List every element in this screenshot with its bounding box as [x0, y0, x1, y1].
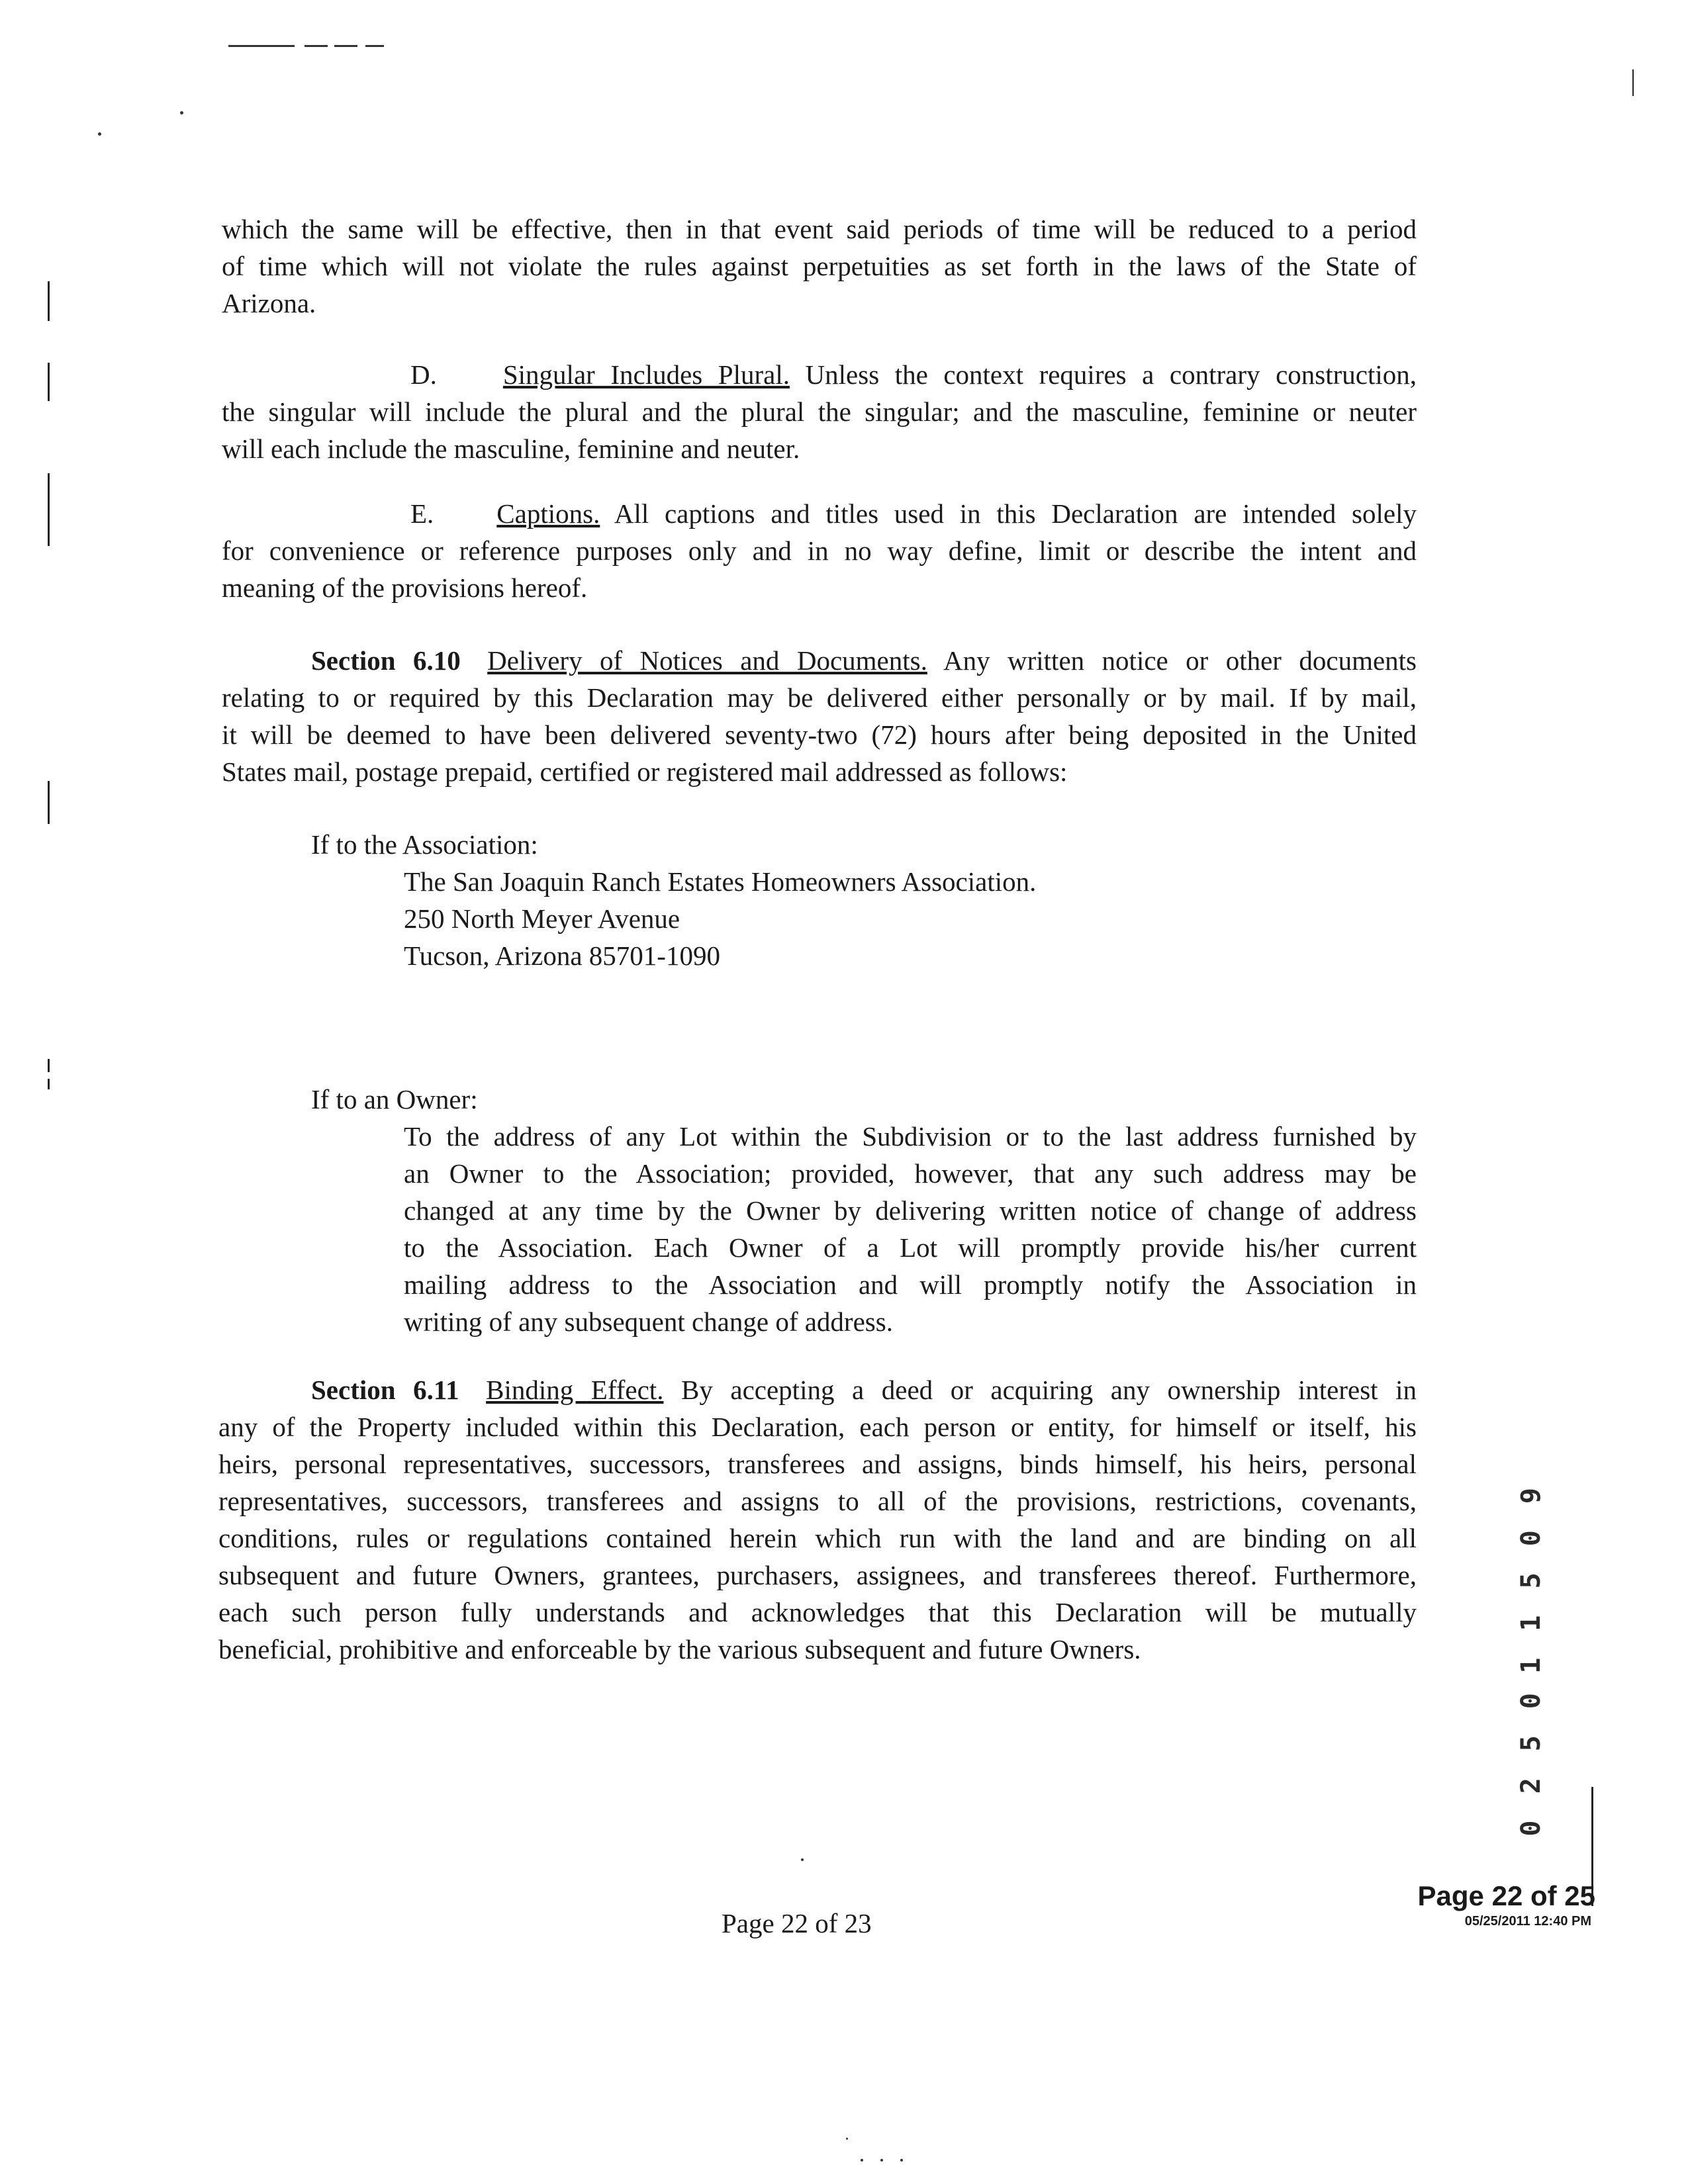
- recorder-page-stamp: [1418, 1880, 1595, 1930]
- address-line: 250 North Meyer Avenue: [404, 903, 680, 934]
- section-heading: Binding Effect.: [486, 1375, 664, 1405]
- text-line: conditions, rules or regulations contained herein which run with the land and are binding on all: [218, 1523, 1417, 1553]
- address-label: If to the Association:: [311, 829, 538, 860]
- item-heading: Captions.: [496, 498, 600, 529]
- revision-bar: [48, 281, 50, 321]
- scan-speck: [801, 1858, 804, 1861]
- text-line: it will be deemed to have been delivered seventy-two (72) hours after being deposited in the United: [222, 719, 1417, 750]
- text-line: mailing address to the Association and will promptly notify the Association in: [404, 1269, 1417, 1300]
- recorder-timestamp: 05/25/2011 12:40 PM: [1464, 1914, 1591, 1929]
- item-e-paragraph: [222, 495, 1417, 606]
- text-line: any of the Property included within this Declaration, each person or entity, for himself or itself, his: [218, 1412, 1417, 1442]
- section-6-10-paragraph: [222, 642, 1417, 790]
- item-text: All captions and titles used in this Declaration are intended solely: [614, 498, 1417, 529]
- section-heading: Delivery of Notices and Documents.: [487, 645, 927, 676]
- revision-bar: [48, 781, 50, 824]
- scan-speck: [861, 2159, 863, 2161]
- revision-bar: [48, 1059, 50, 1072]
- scan-speck: [880, 2159, 883, 2161]
- section-label: Section 6.10: [311, 645, 461, 676]
- item-d-paragraph: [222, 356, 1417, 467]
- section-first-line: [218, 1371, 1417, 1408]
- text-line: an Owner to the Association; provided, however, that any such address may be: [404, 1158, 1417, 1189]
- footer-page-number: Page 22 of 23: [722, 1908, 872, 1938]
- section-text: By accepting a deed or acquiring any ownership interest in: [681, 1375, 1417, 1405]
- revision-bar: [48, 363, 50, 401]
- address-line: The San Joaquin Ranch Estates Homeowners Association.: [404, 866, 1037, 897]
- scan-speck: [900, 2159, 903, 2161]
- owner-address-body: [404, 1118, 1417, 1340]
- recorder-page-label: Page 22 of 25: [1417, 1880, 1595, 1911]
- scan-speck: [846, 2138, 848, 2140]
- text-line: beneficial, prohibitive and enforceable by the various subsequent and future Owners.: [218, 1634, 1141, 1664]
- address-line: Tucson, Arizona 85701-1090: [404, 940, 720, 971]
- item-letter: E.: [410, 498, 434, 529]
- text-line: which the same will be effective, then in that event said periods of time will be reduced to a period: [222, 214, 1417, 244]
- revision-bar: [48, 1079, 50, 1089]
- text-line: To the address of any Lot within the Subdivision or to the last address furnished by: [404, 1121, 1417, 1152]
- text-line: subsequent and future Owners, grantees, purchasers, assignees, and transferees thereof. Furthermore,: [218, 1560, 1417, 1590]
- scan-speck: [98, 132, 101, 136]
- revision-bar: [48, 473, 50, 546]
- text-line: the singular will include the plural and the plural the singular; and the masculine, feminine or neuter: [222, 396, 1417, 427]
- scan-dash: [365, 45, 384, 47]
- item-text: Unless the context requires a contrary construction,: [805, 359, 1417, 390]
- owner-address-label-block: [311, 1081, 478, 1118]
- item-heading: Singular Includes Plural.: [502, 359, 790, 390]
- section-first-line: [222, 642, 1417, 679]
- item-e-first-line: [222, 495, 1417, 532]
- item-d-first-line: [222, 356, 1417, 393]
- text-line: for convenience or reference purposes only and in no way define, limit or describe the intent and: [222, 535, 1417, 566]
- section-text: Any written notice or other documents: [943, 645, 1417, 676]
- text-line: writing of any subsequent change of address.: [404, 1306, 893, 1337]
- text-line: will each include the masculine, feminine and neuter.: [222, 433, 800, 464]
- text-line: changed at any time by the Owner by delivering written notice of change of address: [404, 1195, 1417, 1226]
- scan-dash: [334, 45, 357, 47]
- continuation-paragraph: [222, 210, 1417, 322]
- section-6-11-paragraph: [218, 1371, 1417, 1668]
- edge-tick: [1632, 69, 1634, 96]
- text-line: Arizona.: [222, 288, 316, 318]
- text-line: to the Association. Each Owner of a Lot will promptly provide his/her current: [404, 1232, 1417, 1263]
- scan-dash: [228, 45, 295, 47]
- section-label: Section 6.11: [311, 1375, 459, 1405]
- item-letter: D.: [410, 359, 437, 390]
- docket-number-bottom: 0 2 5 0: [1516, 1688, 1546, 1837]
- text-line: each such person fully understands and acknowledges that this Declaration will be mutually: [218, 1597, 1417, 1627]
- text-line: relating to or required by this Declaration may be delivered either personally or by mail. If by mail,: [222, 682, 1417, 713]
- text-line: representatives, successors, transferees and assigns to all of the provisions, restrictions, covenants,: [218, 1486, 1417, 1516]
- text-line: States mail, postage prepaid, certified or registered mail addressed as follows:: [222, 756, 1068, 787]
- text-line: of time which will not violate the rules against perpetuities as set forth in the laws of the State of: [222, 251, 1417, 281]
- text-line: meaning of the provisions hereof.: [222, 572, 588, 603]
- text-line: heirs, personal representatives, successors, transferees and assigns, binds himself, his heirs, personal: [218, 1449, 1417, 1479]
- scan-dash: [305, 45, 328, 47]
- scan-speck: [180, 111, 183, 114]
- association-address-block: [311, 826, 1036, 974]
- address-label: If to an Owner:: [311, 1084, 478, 1115]
- docket-number-top: 1 1 5 0 9: [1516, 1482, 1546, 1674]
